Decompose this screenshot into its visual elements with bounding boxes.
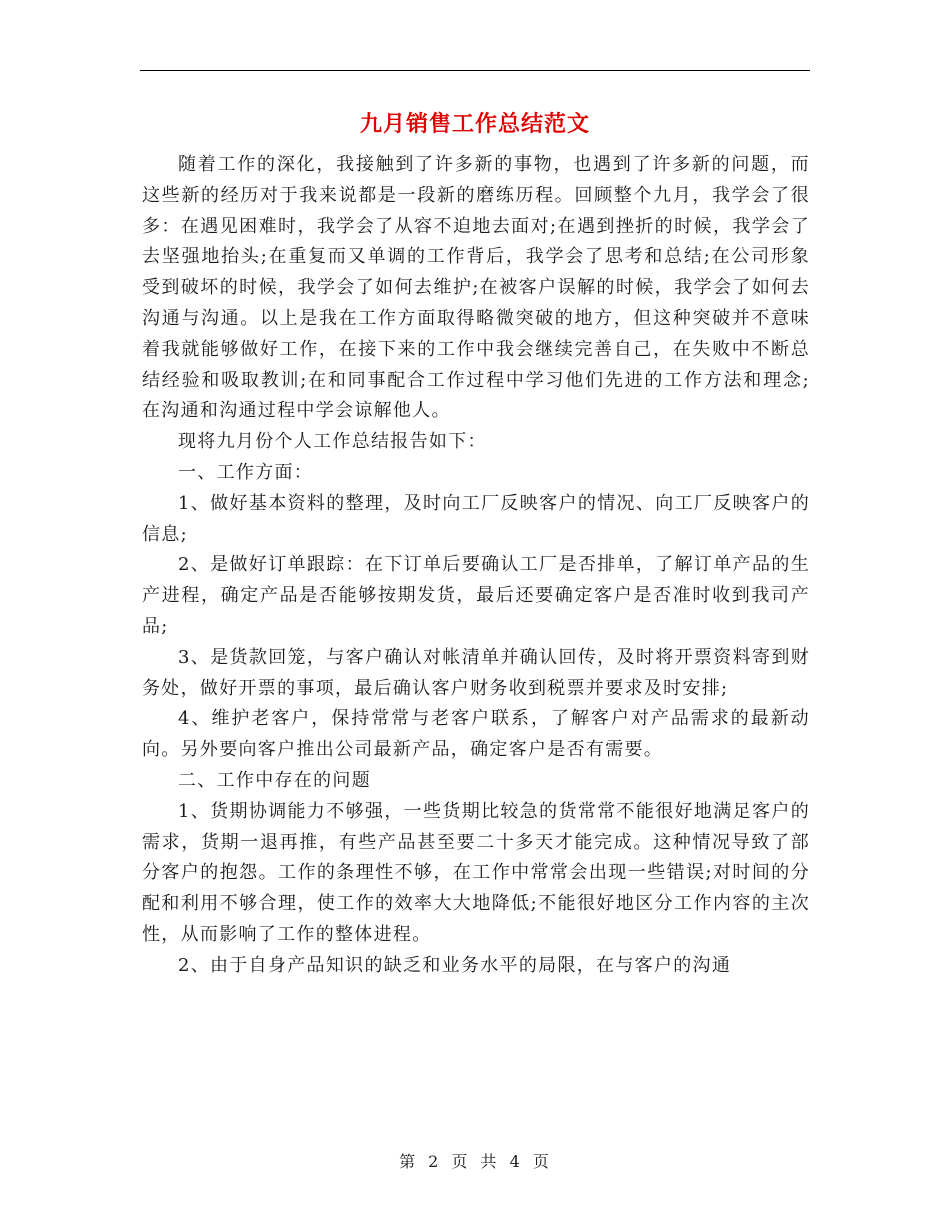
paragraph-problem-2: 2、由于自身产品知识的缺乏和业务水平的局限，在与客户的沟通 <box>178 954 732 976</box>
paragraph-item-4: 4、维护老客户，保持常常与老客户联系，了解客户对产品需求的最新动向。另外要向客户推出公司最新产品，确定客户是否有需要。 <box>142 708 810 761</box>
document-body <box>142 150 810 982</box>
paragraph-item-1: 1、做好基本资料的整理，及时向工厂反映客户的情况、向工厂反映客户的信息; <box>142 492 810 545</box>
header-rule <box>140 70 810 71</box>
paragraph-intro: 随着工作的深化，我接触到了许多新的事物，也遇到了许多新的问题，而这些新的经历对于我来说都是一段新的磨练历程。回顾整个九月，我学会了很多：在遇见困难时，我学会了从容不迫地去面对;在遇到挫折的时候，我学会了去坚强地抬头;在重复而又单调的工作背后，我学会了思考和总结;在公司形象受到破坏的时候，我学会了如何去维护;在被客户误解的时候，我学会了如何去沟通与沟通。以上是我在工作方面取得略微突破的地方，但这种突破并不意味着我就能够做好工作，在接下来的工作中我会继续完善自己，在失败中不断总结经验和吸取教训;在和同事配合工作过程中学习他们先进的工作方法和理念;在沟通和沟通过程中学会谅解他人。 <box>142 154 810 422</box>
paragraph-report-lead: 现将九月份个人工作总结报告如下： <box>178 431 487 453</box>
page-footer: 第 2 页 共 4 页 <box>399 1152 551 1171</box>
section-heading-work: 一、工作方面： <box>178 461 314 483</box>
paragraph-item-2: 2、是做好订单跟踪：在下订单后要确认工厂是否排单，了解订单产品的生产进程，确定产品是否能够按期发货，最后还要确定客户是否准时收到我司产品; <box>142 554 810 637</box>
paragraph-problem-1: 1、货期协调能力不够强，一些货期比较急的货常常不能很好地满足客户的需求，货期一退再推，有些产品甚至要二十多天才能完成。这种情况导致了部分客户的抱怨。工作的条理性不够，在工作中常常会出现一些错误;对时间的分配和利用不够合理，使工作的效率大大地降低;不能很好地区分工作内容的主次性，从而影响了工作的整体进程。 <box>142 800 810 945</box>
section-heading-problems: 二、工作中存在的问题 <box>178 769 371 791</box>
paragraph-item-3: 3、是货款回笼，与客户确认对帐清单并确认回传，及时将开票资料寄到财务处，做好开票的事项，最后确认客户财务收到税票并要求及时安排; <box>142 646 810 699</box>
document-title: 九月销售工作总结范文 <box>359 111 590 137</box>
